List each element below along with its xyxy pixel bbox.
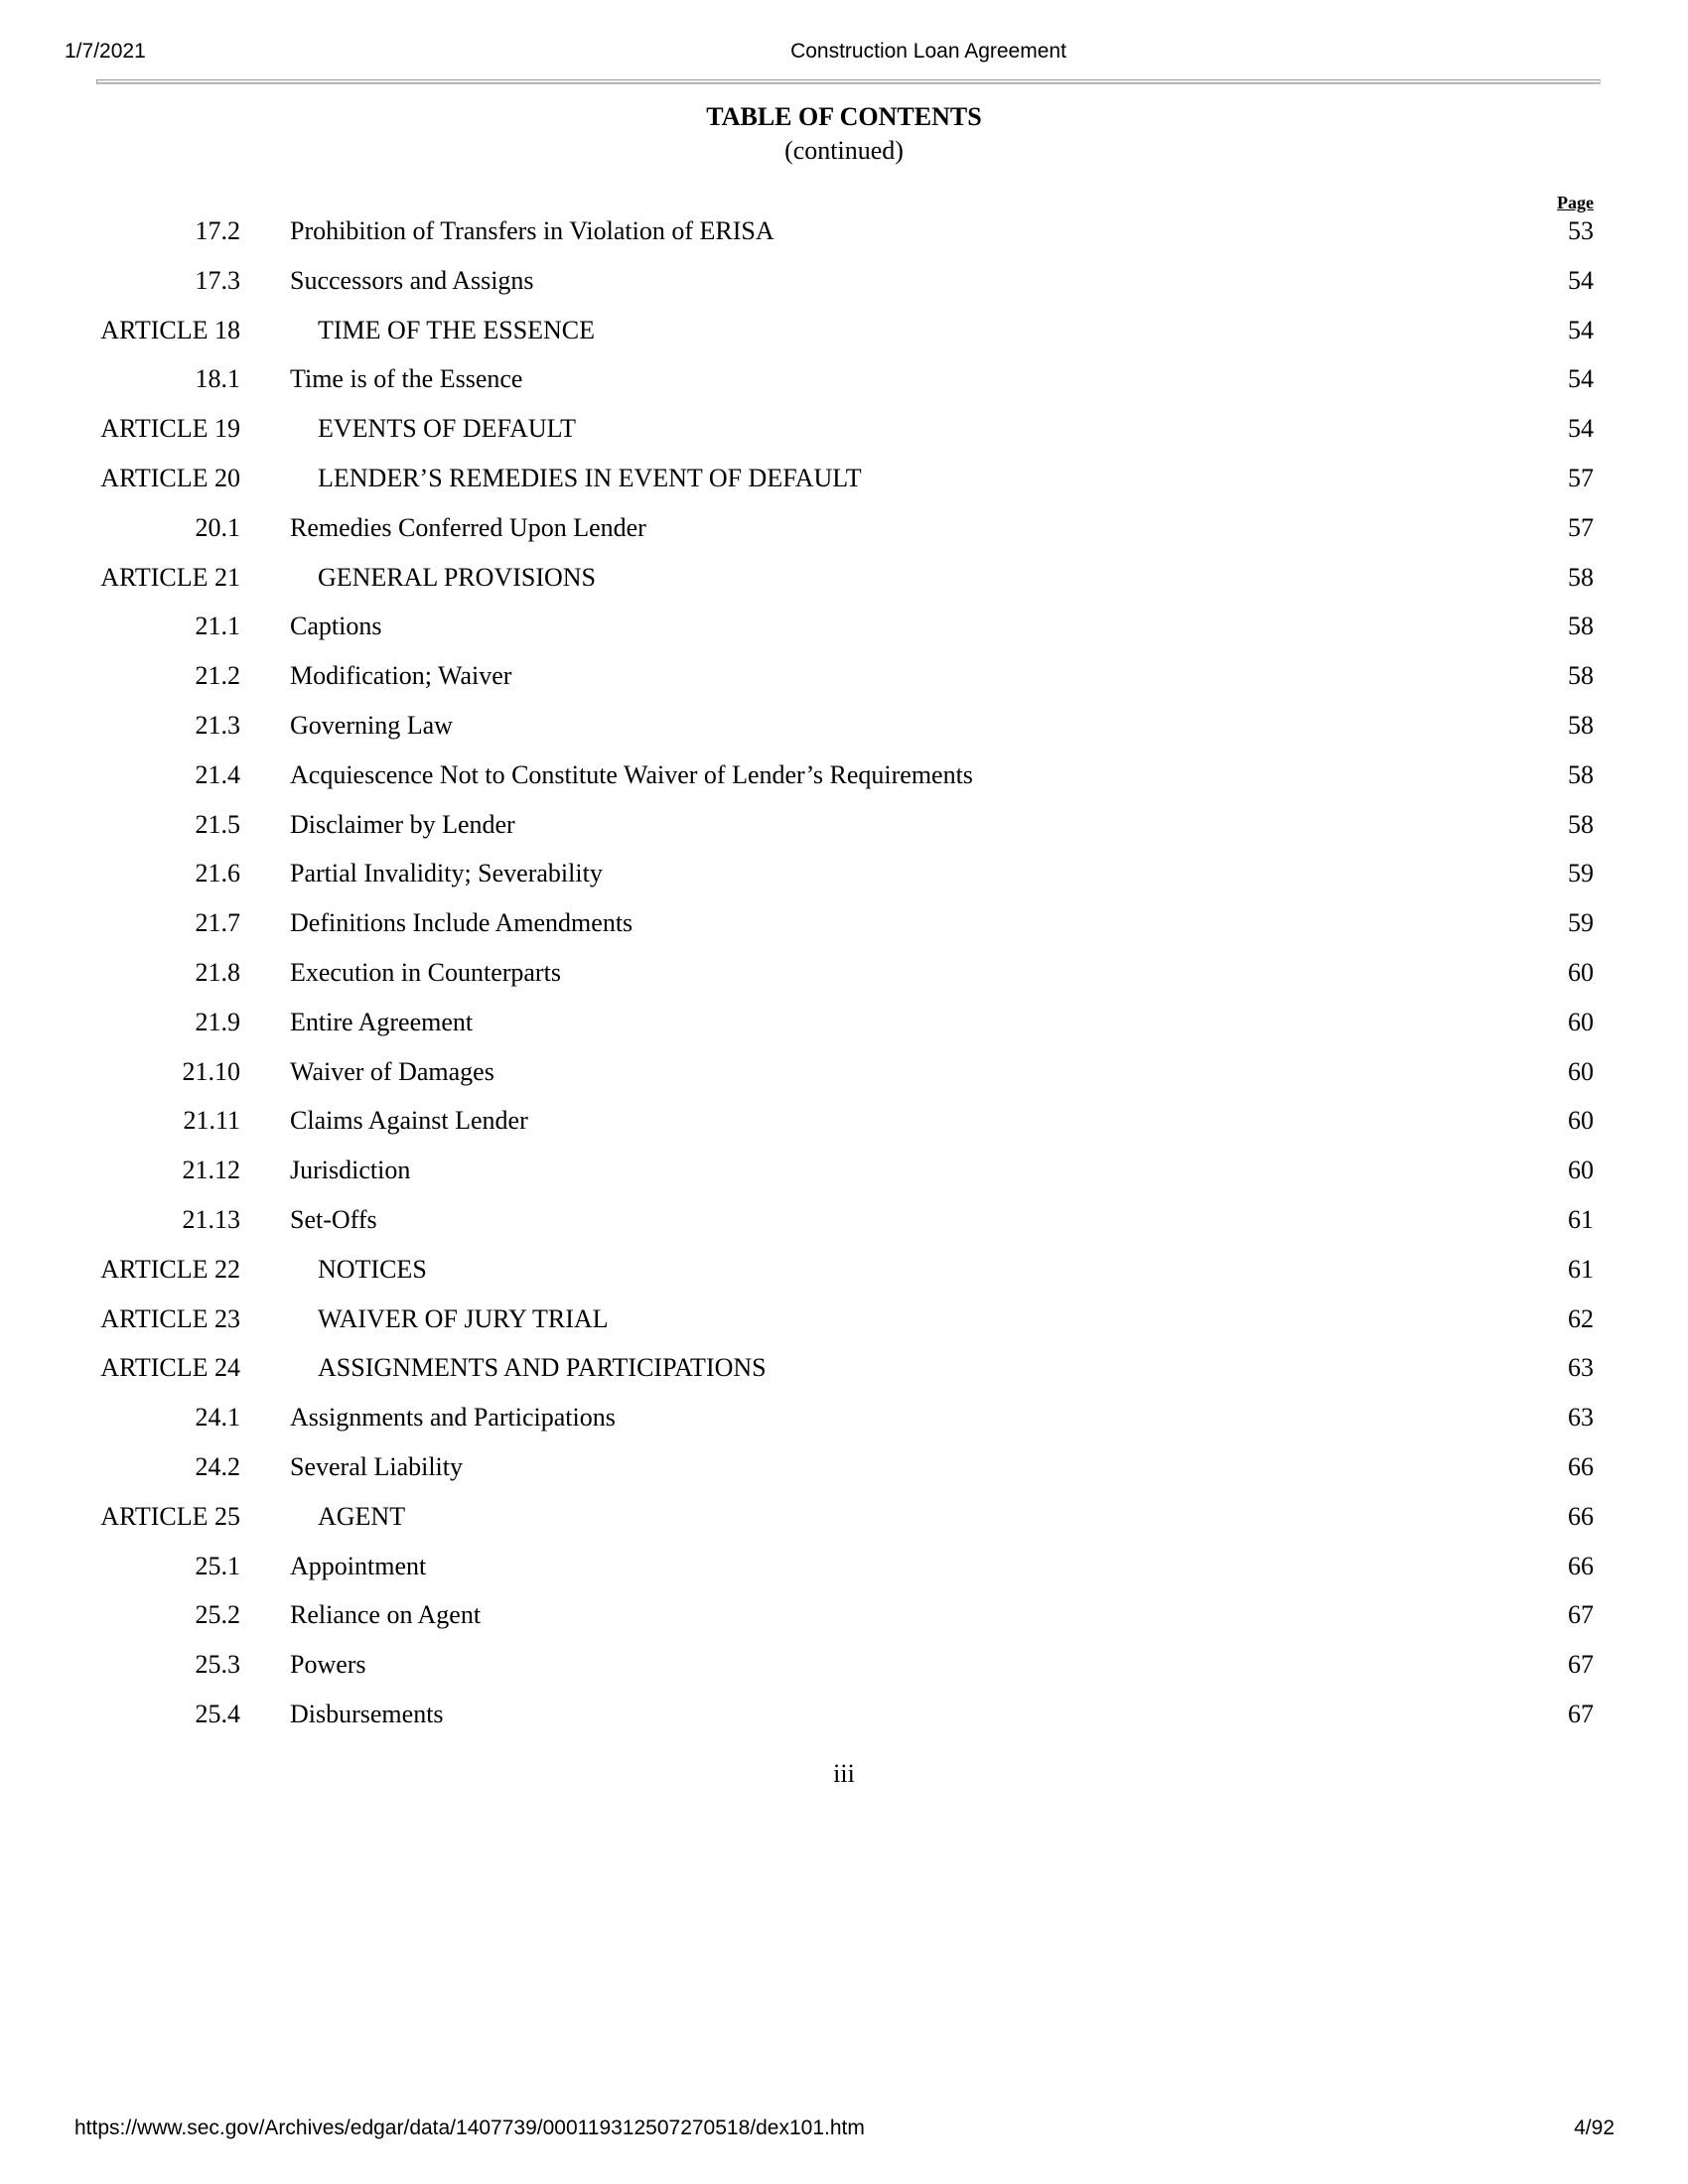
toc-entry-number: ARTICLE 20 — [100, 463, 240, 492]
page-marker: iii — [833, 1759, 855, 1788]
toc-article-row[interactable] — [0, 462, 1688, 511]
toc-entry-number: ARTICLE 18 — [100, 315, 240, 344]
toc-entry-title[interactable]: Acquiescence Not to Constitute Waiver of Lender’s Requirements — [290, 759, 973, 789]
toc-entry-title[interactable]: Execution in Counterparts — [290, 957, 561, 987]
toc-entry-number: ARTICLE 24 — [100, 1353, 240, 1383]
toc-entry-page: 54 — [1568, 315, 1594, 344]
toc-section-row[interactable] — [0, 857, 1688, 906]
toc-section-row[interactable] — [0, 1550, 1688, 1599]
toc-entry-number: ARTICLE 19 — [100, 414, 240, 444]
toc-entry-page: 66 — [1568, 1451, 1594, 1481]
print-header — [0, 40, 1688, 68]
toc-entry-number: 21.6 — [195, 859, 240, 888]
toc-entry-number: 24.1 — [195, 1403, 240, 1433]
toc-entry-title[interactable]: GENERAL PROVISIONS — [318, 562, 596, 592]
toc-section-row[interactable] — [0, 709, 1688, 758]
print-document-title: Construction Loan Agreement — [790, 40, 1066, 63]
toc-entry-page: 59 — [1568, 908, 1594, 938]
toc-section-row[interactable] — [0, 1203, 1688, 1253]
toc-section-row[interactable] — [0, 264, 1688, 314]
toc-entry-title[interactable]: Appointment — [290, 1551, 427, 1580]
toc-entry-page: 60 — [1568, 1106, 1594, 1136]
page-column-label: Page — [1557, 193, 1594, 212]
toc-entry-title[interactable]: WAIVER OF JURY TRIAL — [318, 1303, 609, 1333]
toc-entry-page: 54 — [1568, 414, 1594, 444]
toc-entry-number: 25.3 — [195, 1650, 240, 1680]
toc-section-row[interactable] — [0, 1698, 1688, 1747]
toc-entry-page: 61 — [1568, 1204, 1594, 1234]
toc-entry-page: 63 — [1568, 1403, 1594, 1433]
toc-subheading: (continued) — [784, 136, 904, 165]
toc-entry-page: 67 — [1568, 1650, 1594, 1680]
toc-section-row[interactable] — [0, 1450, 1688, 1500]
toc-entry-title[interactable]: Partial Invalidity; Severability — [290, 859, 603, 888]
toc-entry-number: ARTICLE 22 — [100, 1254, 240, 1284]
toc-entry-page: 60 — [1568, 1056, 1594, 1086]
toc-entry-page: 57 — [1568, 463, 1594, 492]
toc-entry-page: 54 — [1568, 265, 1594, 295]
toc-entry-title[interactable]: Assignments and Participations — [290, 1403, 616, 1433]
toc-entry-page: 63 — [1568, 1353, 1594, 1383]
toc-entry-page: 60 — [1568, 957, 1594, 987]
toc-entry-title[interactable]: AGENT — [318, 1501, 406, 1531]
toc-entry-title[interactable]: TIME OF THE ESSENCE — [318, 315, 596, 344]
toc-entry-page: 58 — [1568, 710, 1594, 740]
toc-entry-page: 54 — [1568, 364, 1594, 394]
toc-section-row[interactable] — [0, 214, 1688, 264]
toc-entry-title[interactable]: Prohibition of Transfers in Violation of ERISA — [290, 216, 774, 245]
toc-entry-number: 21.3 — [195, 710, 240, 740]
toc-entry-title[interactable]: Set-Offs — [290, 1204, 377, 1234]
toc-entry-number: 17.3 — [195, 265, 240, 295]
toc-section-row[interactable] — [0, 758, 1688, 808]
toc-section-row[interactable] — [0, 906, 1688, 956]
toc-entry-title[interactable]: Several Liability — [290, 1451, 464, 1481]
print-page-count: 4/92 — [1574, 2116, 1615, 2139]
toc-entry-title[interactable]: NOTICES — [318, 1254, 427, 1284]
toc-entry-number: 21.2 — [195, 661, 240, 691]
toc-entry-page: 62 — [1568, 1303, 1594, 1333]
toc-entry-page: 66 — [1568, 1551, 1594, 1580]
toc-article-row[interactable] — [0, 1253, 1688, 1302]
toc-entry-number: 20.1 — [195, 512, 240, 542]
toc-entry-number: 24.2 — [195, 1451, 240, 1481]
toc-article-row[interactable] — [0, 314, 1688, 363]
toc-entry-title[interactable]: Reliance on Agent — [290, 1600, 482, 1630]
toc-entry-number: 25.4 — [195, 1699, 240, 1728]
toc-entry-number: ARTICLE 23 — [100, 1303, 240, 1333]
toc-section-row[interactable] — [0, 1401, 1688, 1450]
toc-entry-title[interactable]: Disbursements — [290, 1699, 444, 1728]
toc-section-row[interactable] — [0, 1006, 1688, 1055]
toc-entry-number: 21.10 — [182, 1056, 240, 1086]
toc-entry-title[interactable]: LENDER’S REMEDIES IN EVENT OF DEFAULT — [318, 463, 862, 492]
toc-entry-title[interactable]: Entire Agreement — [290, 1007, 474, 1036]
toc-entry-page: 58 — [1568, 612, 1594, 641]
toc-article-row[interactable] — [0, 1302, 1688, 1352]
toc-entry-number: 21.7 — [195, 908, 240, 938]
toc-section-row[interactable] — [0, 808, 1688, 858]
toc-article-row[interactable] — [0, 561, 1688, 611]
toc-entry-title[interactable]: Remedies Conferred Upon Lender — [290, 512, 646, 542]
toc-section-row[interactable] — [0, 1154, 1688, 1203]
print-date: 1/7/2021 — [65, 40, 146, 63]
toc-entry-number: 21.1 — [195, 612, 240, 641]
header-rule — [96, 79, 1601, 84]
toc-entry-page: 58 — [1568, 562, 1594, 592]
toc-section-row[interactable] — [0, 1104, 1688, 1154]
toc-article-row[interactable] — [0, 1500, 1688, 1550]
toc-entry-number: 21.8 — [195, 957, 240, 987]
toc-entry-title[interactable]: Captions — [290, 612, 382, 641]
toc-entry-page: 60 — [1568, 1007, 1594, 1036]
toc-entry-title[interactable]: Jurisdiction — [290, 1156, 411, 1185]
toc-entry-number: ARTICLE 25 — [100, 1501, 240, 1531]
toc-entry-number: 25.2 — [195, 1600, 240, 1630]
toc-entry-title[interactable]: Time is of the Essence — [290, 364, 523, 394]
toc-entry-number: 17.2 — [195, 216, 240, 245]
toc-entry-page: 67 — [1568, 1600, 1594, 1630]
toc-entry-title[interactable]: Claims Against Lender — [290, 1106, 528, 1136]
toc-entry-number: 18.1 — [195, 364, 240, 394]
toc-entry-number: 21.4 — [195, 759, 240, 789]
toc-entry-title[interactable]: Waiver of Damages — [290, 1056, 494, 1086]
toc-entry-title[interactable]: EVENTS OF DEFAULT — [318, 414, 577, 444]
toc-entry-page: 58 — [1568, 809, 1594, 839]
toc-entry-title[interactable]: ASSIGNMENTS AND PARTICIPATIONS — [318, 1353, 767, 1383]
toc-entry-number: 21.12 — [182, 1156, 240, 1185]
toc-entry-page: 57 — [1568, 512, 1594, 542]
toc-entry-page: 58 — [1568, 661, 1594, 691]
toc-section-row[interactable] — [0, 956, 1688, 1006]
toc-entry-title[interactable]: Powers — [290, 1650, 366, 1680]
toc-entry-title[interactable]: Governing Law — [290, 710, 453, 740]
toc-entry-title[interactable]: Successors and Assigns — [290, 265, 534, 295]
toc-entry-number: 21.5 — [195, 809, 240, 839]
toc-entry-number: 21.11 — [183, 1106, 240, 1136]
toc-article-row[interactable] — [0, 412, 1688, 462]
toc-section-row[interactable] — [0, 511, 1688, 561]
toc-article-row[interactable] — [0, 1351, 1688, 1401]
toc-entry-page: 60 — [1568, 1156, 1594, 1185]
toc-entry-number: 25.1 — [195, 1551, 240, 1580]
table-of-contents — [0, 214, 1688, 1747]
toc-section-row[interactable] — [0, 610, 1688, 659]
toc-entry-title[interactable]: Disclaimer by Lender — [290, 809, 515, 839]
toc-entry-number: ARTICLE 21 — [100, 562, 240, 592]
toc-section-row[interactable] — [0, 1055, 1688, 1105]
toc-entry-title[interactable]: Modification; Waiver — [290, 661, 512, 691]
toc-entry-page: 67 — [1568, 1699, 1594, 1728]
print-footer — [0, 2116, 1688, 2144]
print-url: https://www.sec.gov/Archives/edgar/data/1407739/000119312507270518/dex101.htm — [74, 2116, 865, 2139]
toc-entry-title[interactable]: Definitions Include Amendments — [290, 908, 633, 938]
toc-entry-page: 59 — [1568, 859, 1594, 888]
toc-entry-page: 53 — [1568, 216, 1594, 245]
toc-entry-page: 58 — [1568, 759, 1594, 789]
toc-entry-number: 21.9 — [195, 1007, 240, 1036]
toc-section-row[interactable] — [0, 1598, 1688, 1648]
toc-section-row[interactable] — [0, 659, 1688, 709]
toc-entry-number: 21.13 — [182, 1204, 240, 1234]
toc-heading: TABLE OF CONTENTS — [706, 102, 982, 131]
toc-section-row[interactable] — [0, 362, 1688, 412]
toc-entry-page: 66 — [1568, 1501, 1594, 1531]
toc-entry-page: 61 — [1568, 1254, 1594, 1284]
toc-section-row[interactable] — [0, 1648, 1688, 1698]
